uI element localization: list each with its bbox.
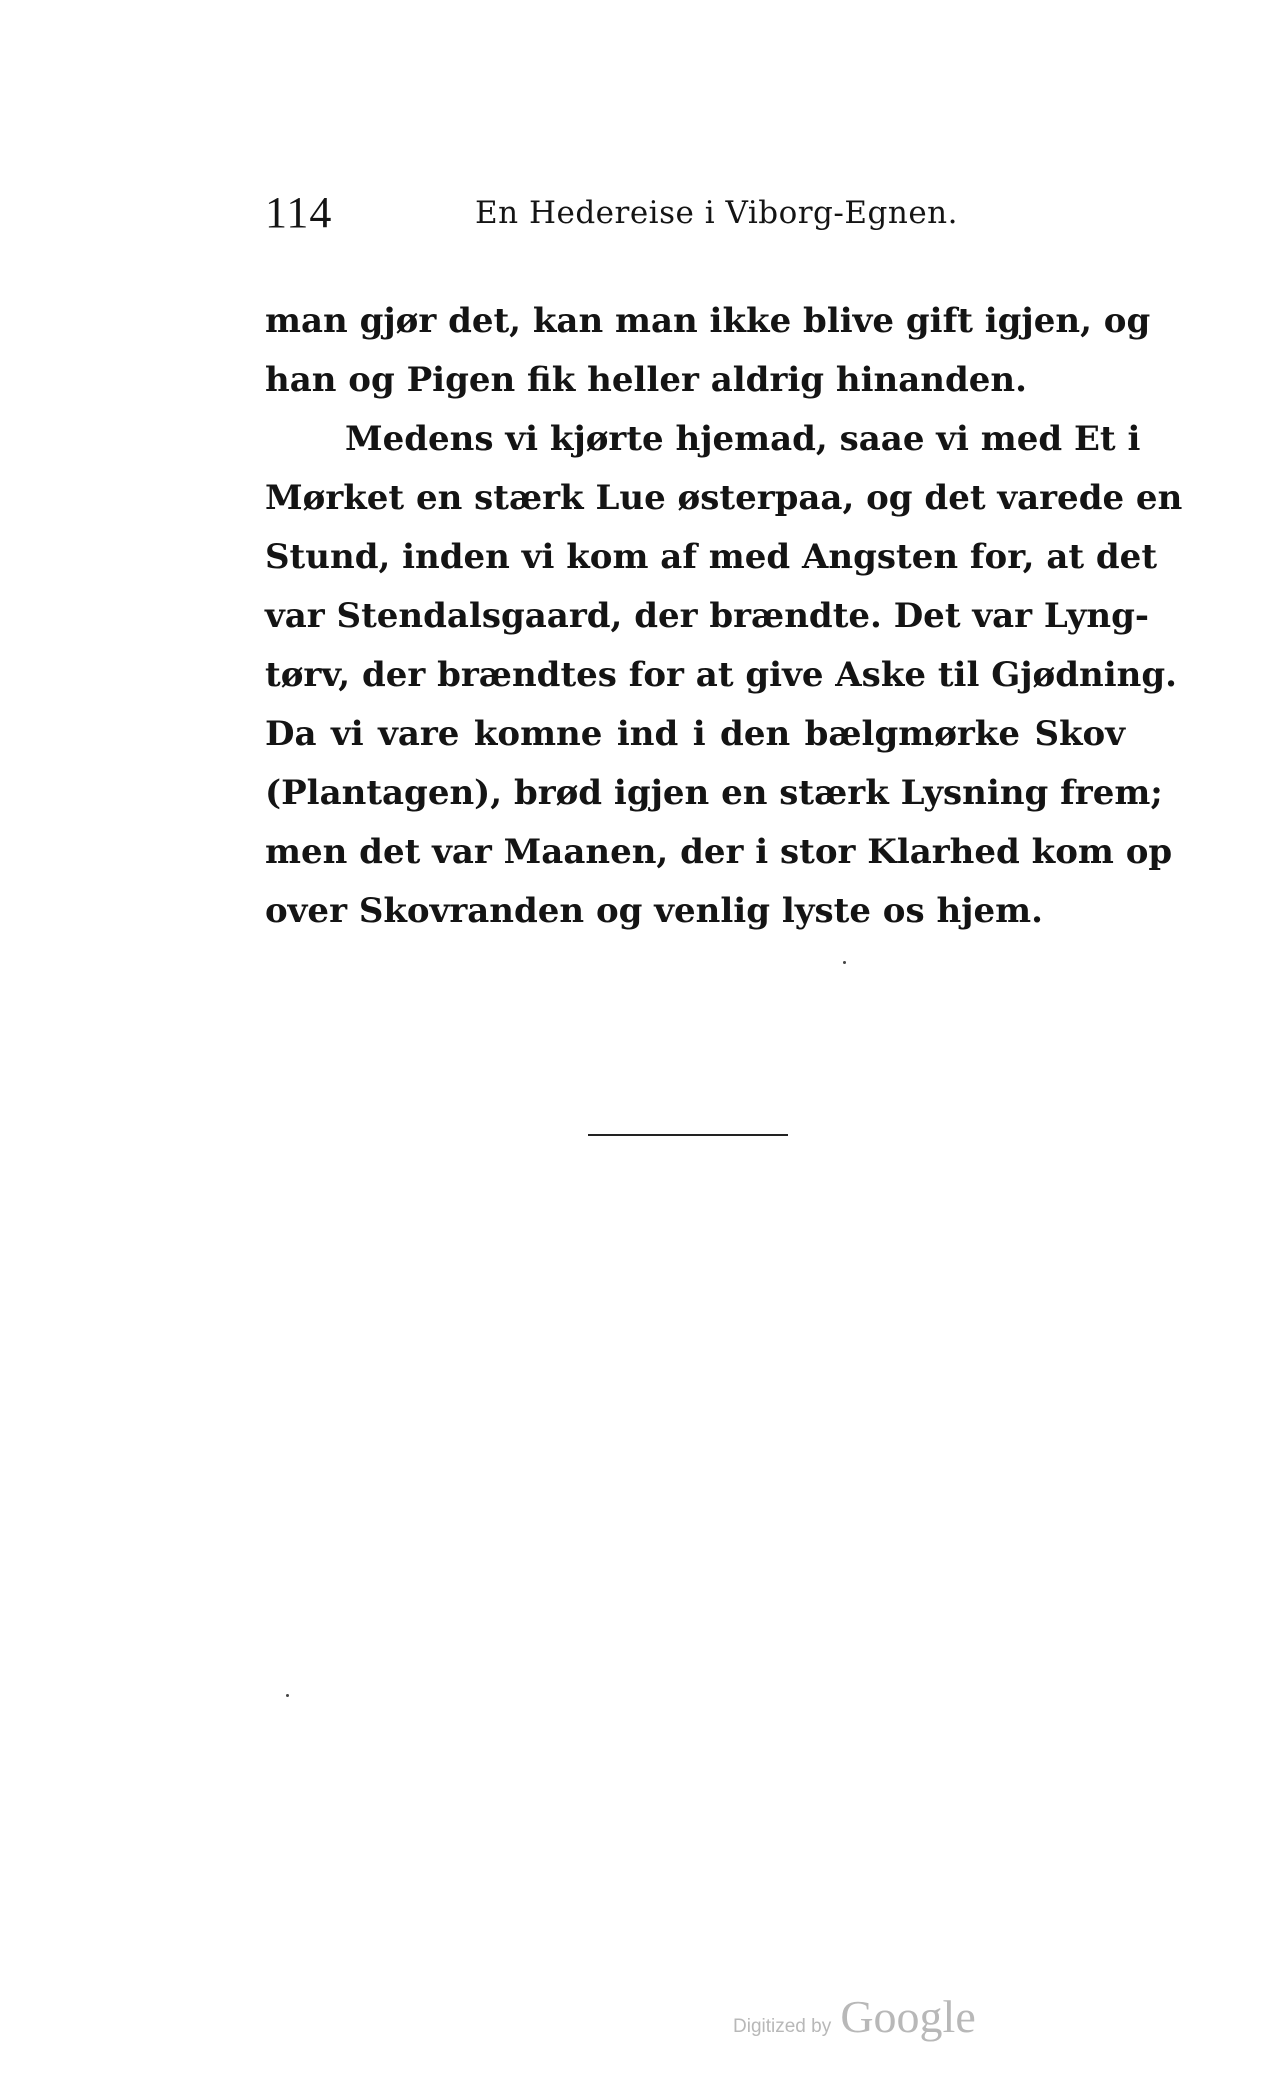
text-line: Mørket en stærk Lue østerpaa, og det varede en [265, 478, 1183, 518]
text-line: men det var Maanen, der i stor Klarhed kom op [265, 832, 1173, 872]
text-line: tørv, der brændtes for at give Aske til Gjødning. [265, 655, 1177, 695]
section-end-rule [588, 1134, 788, 1136]
text-line: (Plantagen), brød igjen en stærk Lysning frem; [265, 773, 1163, 813]
digitized-watermark [733, 1990, 976, 2050]
text-line: var Stendalsgaard, der brændte. Det var Lyng- [265, 596, 1149, 636]
ink-speck [286, 1694, 289, 1697]
text-line: Medens vi kjørte hjemad, saae vi med Et i [345, 419, 1141, 459]
running-head [265, 188, 1125, 238]
watermark-brand: Google [840, 1991, 976, 2042]
text-line: han og Pigen fik heller aldrig hinanden. [265, 360, 1027, 400]
body-text [265, 292, 1183, 941]
text-line: over Skovranden og venlig lyste os hjem. [265, 891, 1043, 931]
page-number: 114 [265, 188, 333, 237]
text-line: Da vi vare komne ind i den bælgmørke Skov [265, 714, 1125, 754]
watermark-prefix: Digitized by [733, 2016, 832, 2037]
running-title: En Hedereise i Viborg-Egnen. [475, 195, 958, 231]
text-line: Stund, inden vi kom af med Angsten for, at det [265, 537, 1158, 577]
text-line: man gjør det, kan man ikke blive gift igjen, og [265, 301, 1151, 341]
ink-speck [843, 961, 846, 964]
